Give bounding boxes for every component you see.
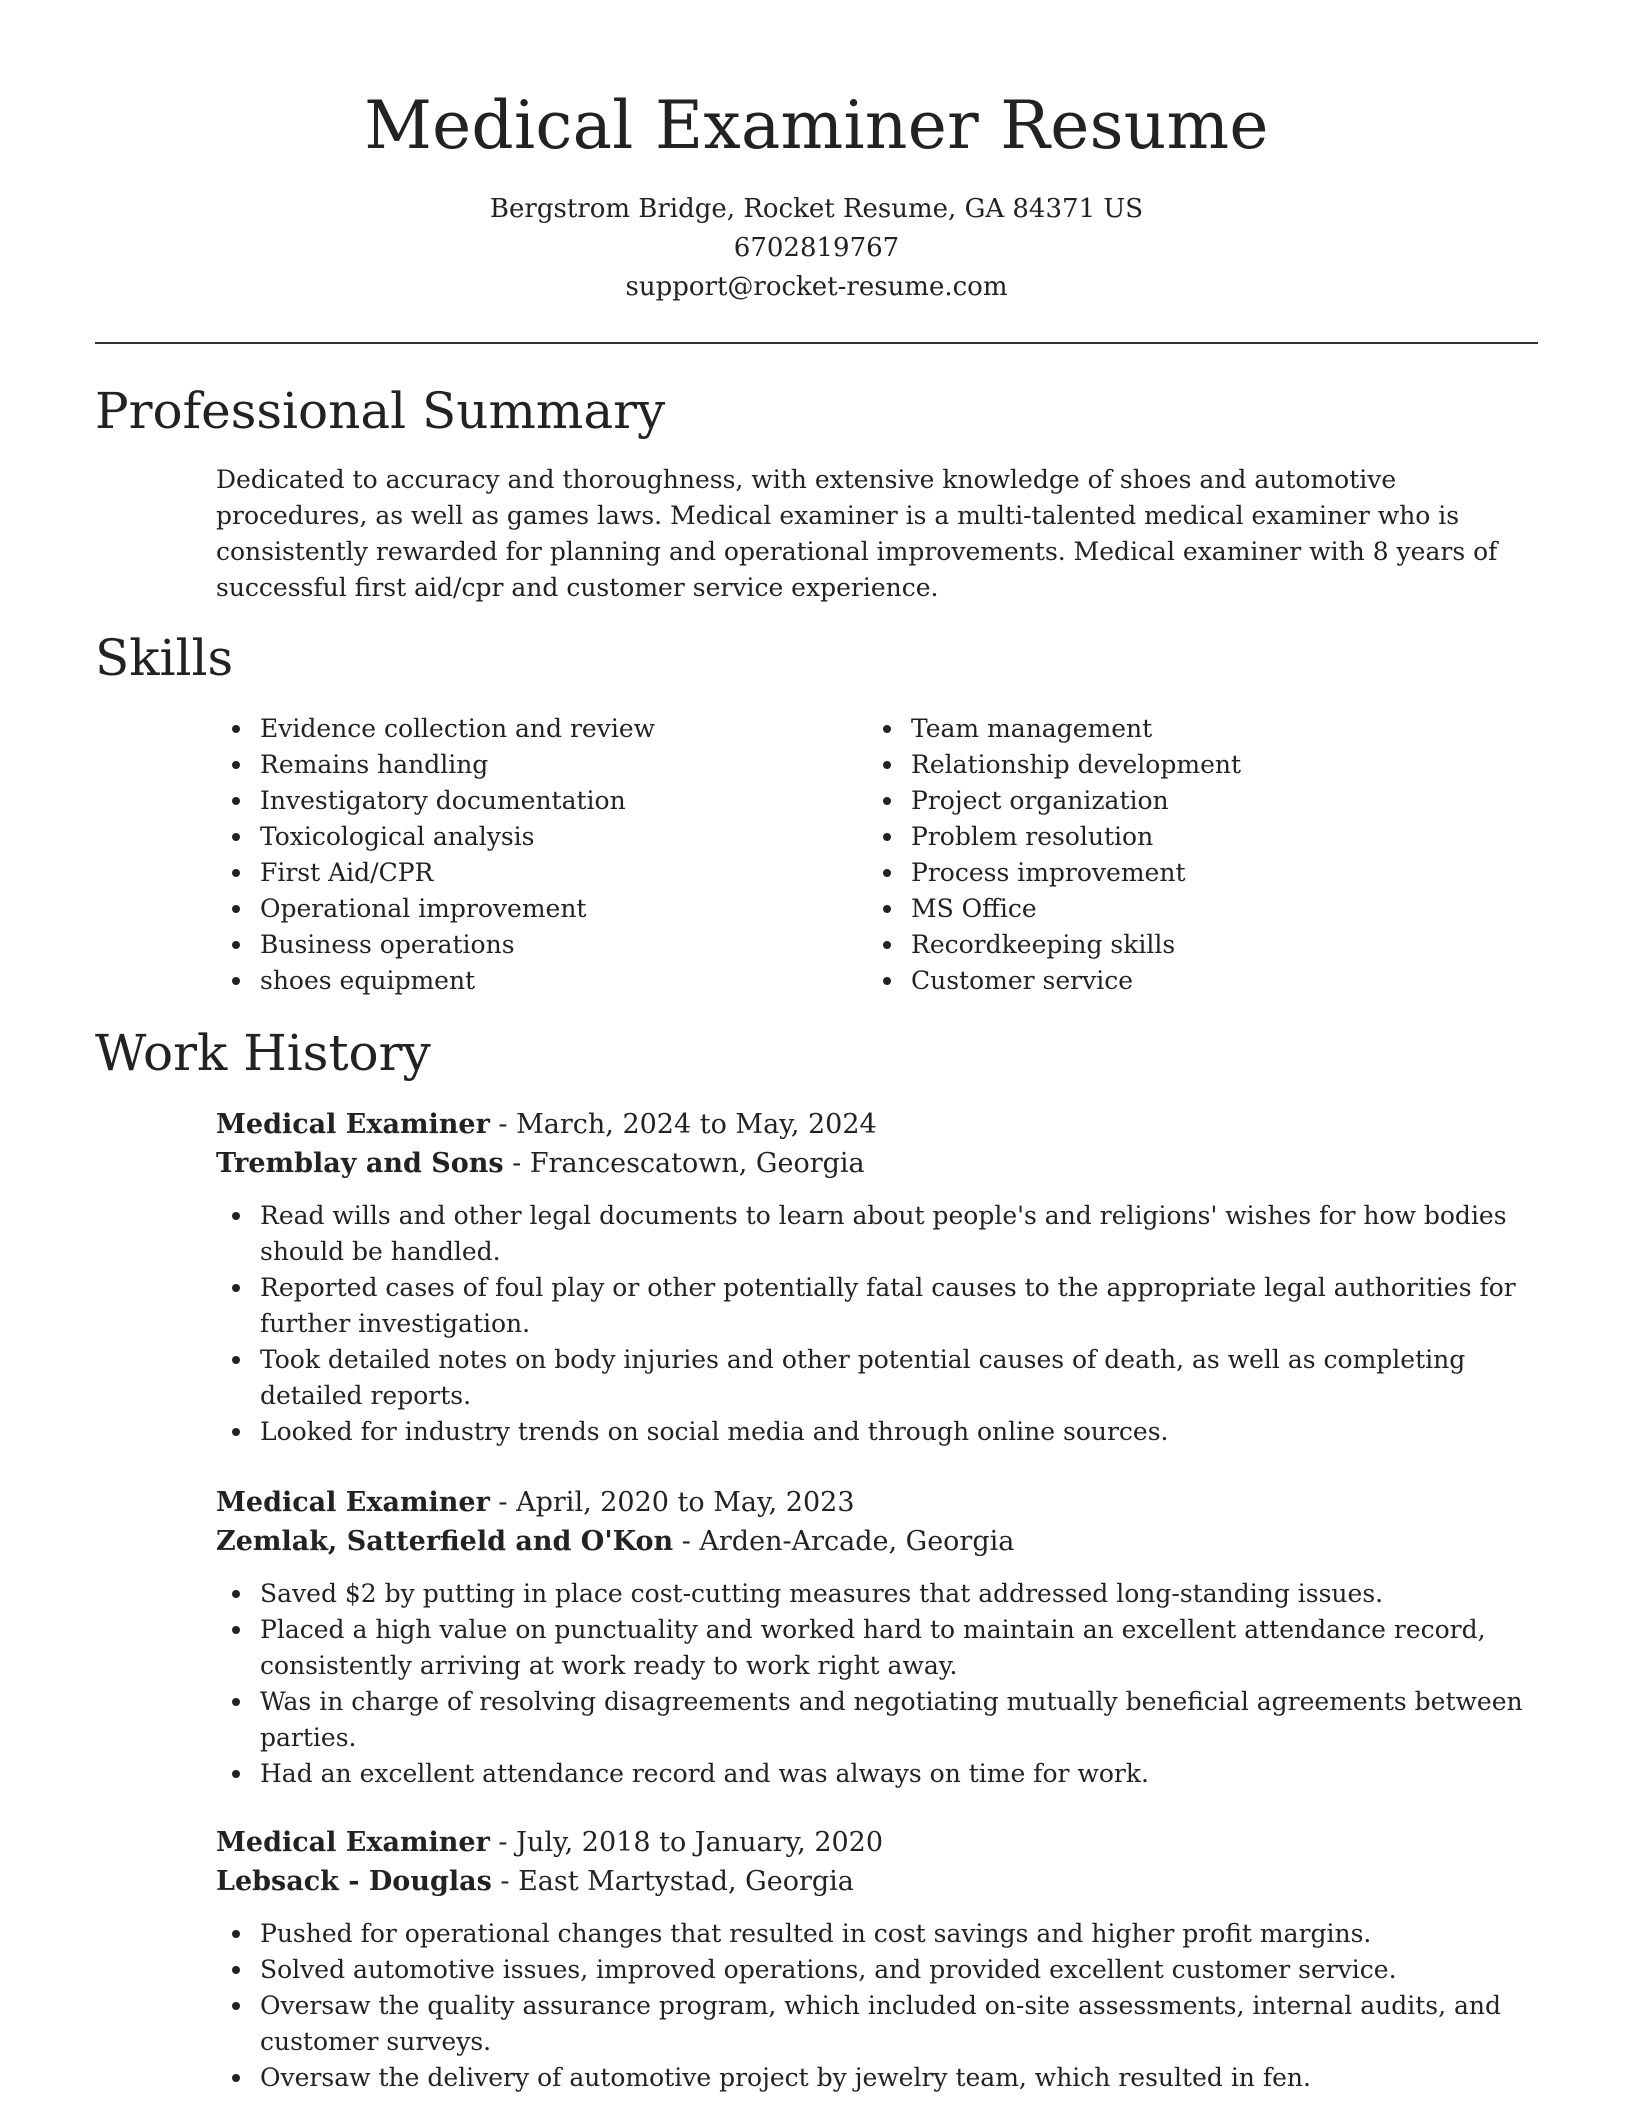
skills-heading: Skills <box>95 629 234 687</box>
job-title: Medical Examiner <box>216 1487 490 1518</box>
contact-phone: 6702819767 <box>733 233 900 263</box>
job-bullets <box>216 1916 1538 2096</box>
job-dates: - July, 2018 to January, 2020 <box>489 1827 884 1858</box>
job-bullet: Had an excellent attendance record and was always on time for work. <box>216 1756 1538 1792</box>
skill-item: Customer service <box>867 963 1487 999</box>
job-location: - Francescatown, Georgia <box>503 1148 865 1179</box>
job-title-line <box>216 1483 1538 1522</box>
resume-title: Medical Examiner Resume <box>364 87 1269 164</box>
job-bullet: Solved automotive issues, improved operations, and provided excellent customer service. <box>216 1952 1538 1988</box>
contact-address: Bergstrom Bridge, Rocket Resume, GA 84371 US <box>489 194 1144 224</box>
summary-heading: Professional Summary <box>95 382 666 440</box>
work-history-heading: Work History <box>95 1024 431 1082</box>
skill-item: Project organization <box>867 783 1487 819</box>
skill-item: Remains handling <box>216 747 836 783</box>
skill-item: First Aid/CPR <box>216 855 836 891</box>
job-bullets <box>216 1576 1538 1792</box>
contact-email: support@rocket-resume.com <box>625 272 1008 302</box>
job-title-line <box>216 1823 1538 1862</box>
skill-item: Business operations <box>216 927 836 963</box>
job-bullet: Placed a high value on punctuality and worked hard to maintain an excellent attendance record, consistently arriving at work ready to work right away. <box>216 1612 1538 1684</box>
skill-item: Process improvement <box>867 855 1487 891</box>
skill-item: Recordkeeping skills <box>867 927 1487 963</box>
skill-item: MS Office <box>867 891 1487 927</box>
job-bullet: Saved $2 by putting in place cost-cutting measures that addressed long-standing issues. <box>216 1576 1538 1612</box>
job-entry <box>216 1105 1538 1450</box>
skill-item: Toxicological analysis <box>216 819 836 855</box>
job-title: Medical Examiner <box>216 1109 490 1140</box>
job-company: Zemlak, Satterfield and O'Kon <box>216 1526 674 1557</box>
skill-item: Problem resolution <box>867 819 1487 855</box>
skill-item: Relationship development <box>867 747 1487 783</box>
job-title: Medical Examiner <box>216 1827 490 1858</box>
job-location: - East Martystad, Georgia <box>491 1866 854 1897</box>
job-title-line <box>216 1105 1538 1144</box>
job-bullet: Was in charge of resolving disagreements and negotiating mutually beneficial agreements between parties. <box>216 1684 1538 1756</box>
job-bullet: Reported cases of foul play or other potentially fatal causes to the appropriate legal authorities for further investigation. <box>216 1270 1538 1342</box>
job-entry <box>216 1483 1538 1792</box>
job-company-line <box>216 1144 1538 1183</box>
header-divider <box>95 342 1538 344</box>
job-bullet: Oversaw the delivery of automotive project by jewelry team, which resulted in fen. <box>216 2060 1538 2096</box>
job-company: Tremblay and Sons <box>216 1148 504 1179</box>
job-bullets <box>216 1198 1538 1450</box>
job-bullet: Took detailed notes on body injuries and other potential causes of death, as well as completing detailed reports. <box>216 1342 1538 1414</box>
job-dates: - March, 2024 to May, 2024 <box>489 1109 877 1140</box>
job-dates: - April, 2020 to May, 2023 <box>489 1487 855 1518</box>
summary-text: Dedicated to accuracy and thoroughness, with extensive knowledge of shoes and automotive procedures, as well as games laws. Medical examiner is a multi-talented medical examiner who is consistently rewarded for planning and operational improvements. Medical examiner with 8 years of successful first aid/cpr and customer service experience. <box>216 465 1498 602</box>
job-bullet: Oversaw the quality assurance program, which included on-site assessments, internal audits, and customer surveys. <box>216 1988 1538 2060</box>
job-company-line <box>216 1522 1538 1561</box>
skills-column-right <box>867 711 1487 999</box>
job-company-line <box>216 1862 1538 1901</box>
skill-item: Investigatory documentation <box>216 783 836 819</box>
job-bullet: Pushed for operational changes that resulted in cost savings and higher profit margins. <box>216 1916 1538 1952</box>
job-bullet: Read wills and other legal documents to learn about people's and religions' wishes for how bodies should be handled. <box>216 1198 1538 1270</box>
contact-info <box>95 190 1538 307</box>
job-location: - Arden-Arcade, Georgia <box>673 1526 1015 1557</box>
skills-column-left <box>216 711 836 999</box>
job-bullet: Looked for industry trends on social media and through online sources. <box>216 1414 1538 1450</box>
skill-item: shoes equipment <box>216 963 836 999</box>
skill-item: Evidence collection and review <box>216 711 836 747</box>
job-company: Lebsack - Douglas <box>216 1866 492 1897</box>
skill-item: Team management <box>867 711 1487 747</box>
job-entry <box>216 1823 1538 2096</box>
skill-item: Operational improvement <box>216 891 836 927</box>
